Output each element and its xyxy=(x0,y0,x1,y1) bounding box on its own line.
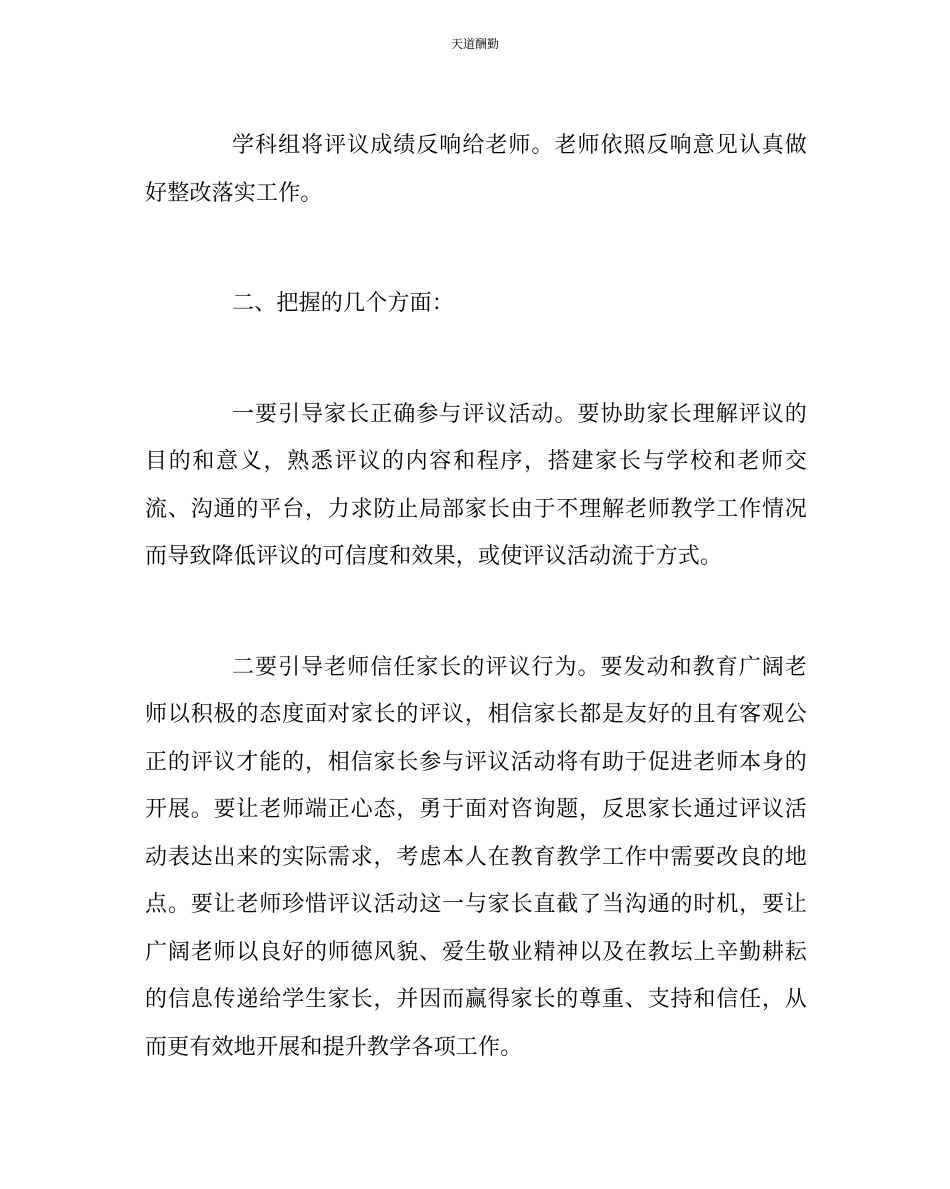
paragraph-guide-parents: 一要引导家长正确参与评议活动。要协助家长理解评议的目的和意义，熟悉评议的内容和程序，搭建家长与学校和老师交流、沟通的平台，力求防止局部家长由于不理解老师教学工作情况而导致降低评议的可信度和效果，或使评议活动流于方式。 xyxy=(145,401,807,569)
page-header: 天道酬勤 xyxy=(450,37,499,51)
paragraph-guide-teachers: 二要引导老师信任家长的评议行为。要发动和教育广阔老师以积极的态度面对家长的评议，相信家长都是友好的且有客观公正的评议才能的，相信家长参与评议活动将有助于促进老师本身的开展。要让老师端正心态，勇于面对咨询题，反思家长通过评议活动表达出来的实际需求，考虑本人在教育教学工作中需要改良的地点。要让老师珍惜评议活动这一与家长直截了当沟通的时机，要让广阔老师以良好的师德风貌、爱生敬业精神以及在教坛上辛勤耕耘的信息传递给学生家长，并因而赢得家长的尊重、支持和信任，从而更有效地开展和提升教学各项工作。 xyxy=(145,654,807,1060)
section-heading: 二、把握的几个方面： xyxy=(232,291,455,316)
paragraph-feedback: 学科组将评议成绩反响给老师。老师依照反响意见认真做好整改落实工作。 xyxy=(145,133,807,206)
document-body xyxy=(145,122,807,1071)
